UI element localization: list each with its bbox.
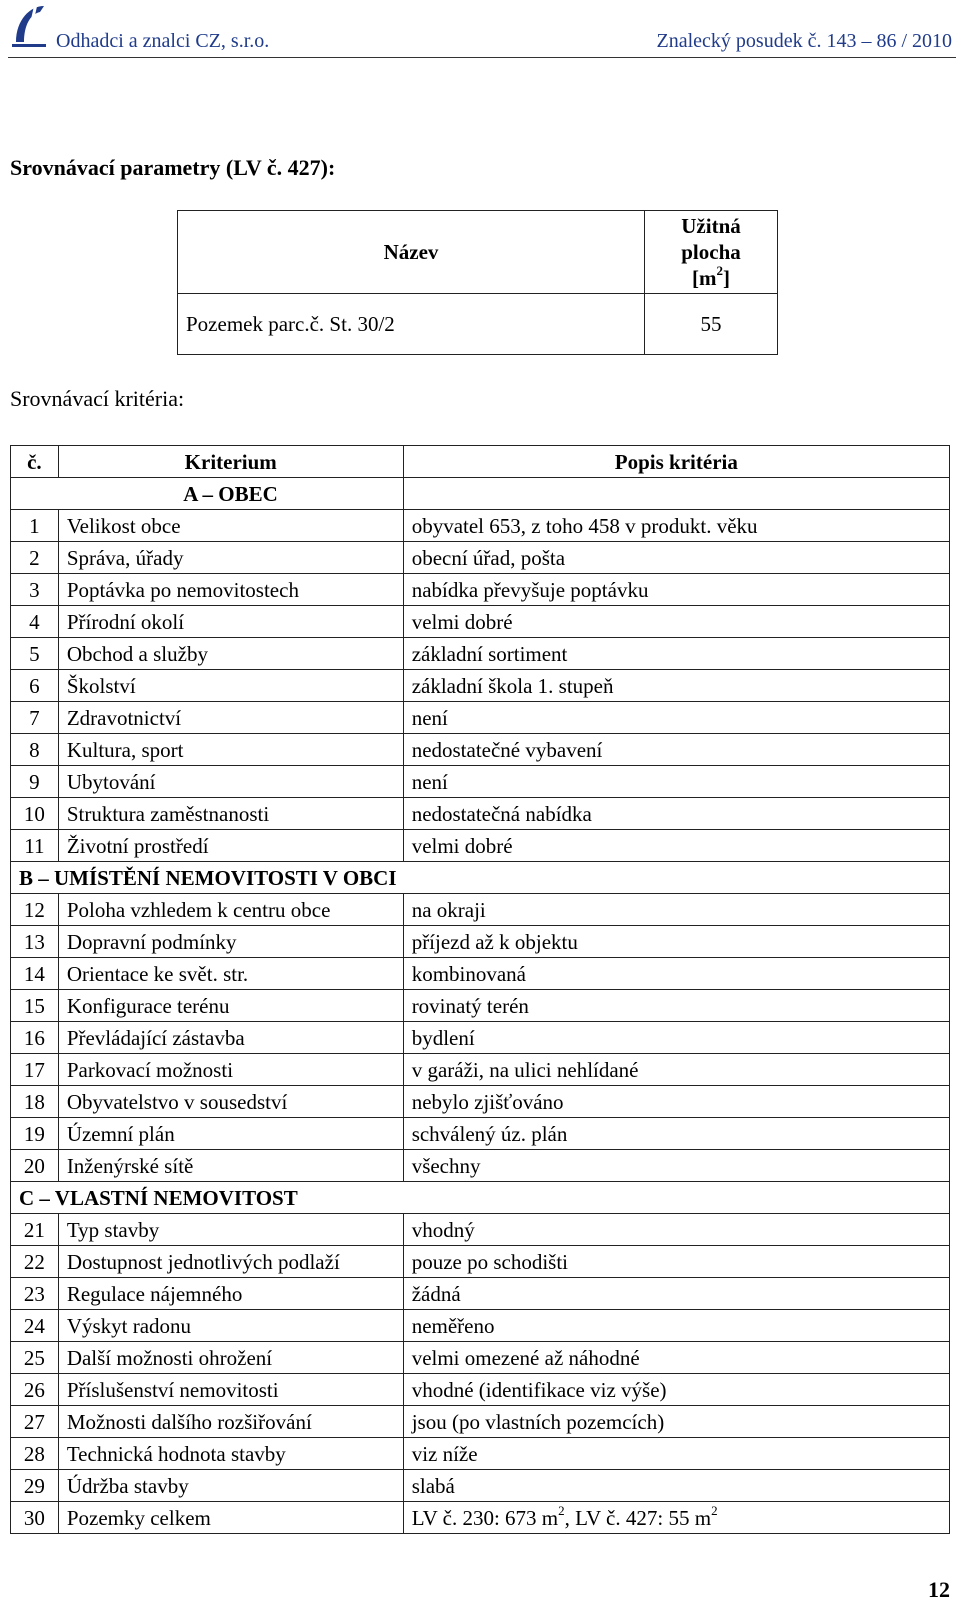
table-row bbox=[11, 1438, 950, 1470]
table-row bbox=[11, 638, 950, 670]
row-criterion: Kultura, sport bbox=[58, 734, 403, 766]
row-description bbox=[403, 1502, 949, 1534]
desc-exponent2: 2 bbox=[711, 1502, 718, 1518]
row-description: jsou (po vlastních pozemcích) bbox=[403, 1406, 949, 1438]
row-criterion: Přírodní okolí bbox=[58, 606, 403, 638]
table-row bbox=[11, 734, 950, 766]
row-description: příjezd až k objektu bbox=[403, 926, 949, 958]
row-number: 28 bbox=[11, 1438, 59, 1470]
row-criterion: Struktura zaměstnanosti bbox=[58, 798, 403, 830]
row-description: všechny bbox=[403, 1150, 949, 1182]
parameters-table bbox=[177, 210, 778, 355]
table-row bbox=[11, 1502, 950, 1534]
row-description: nebylo zjišťováno bbox=[403, 1086, 949, 1118]
area-unit-exponent: 2 bbox=[716, 263, 723, 278]
row-number: 20 bbox=[11, 1150, 59, 1182]
row-number: 25 bbox=[11, 1342, 59, 1374]
row-criterion: Životní prostředí bbox=[58, 830, 403, 862]
row-number: 18 bbox=[11, 1086, 59, 1118]
table-header-row bbox=[11, 446, 950, 478]
row-description: základní škola 1. stupeň bbox=[403, 670, 949, 702]
row-criterion: Další možnosti ohrožení bbox=[58, 1342, 403, 1374]
row-description: nabídka převyšuje poptávku bbox=[403, 574, 949, 606]
row-description: slabá bbox=[403, 1470, 949, 1502]
row-number: 11 bbox=[11, 830, 59, 862]
row-description: pouze po schodišti bbox=[403, 1246, 949, 1278]
row-number: 14 bbox=[11, 958, 59, 990]
report-number: Znalecký posudek č. 143 – 86 / 2010 bbox=[656, 30, 952, 52]
criteria-table-body bbox=[11, 446, 950, 1534]
row-criterion: Zdravotnictví bbox=[58, 702, 403, 734]
row-number: 6 bbox=[11, 670, 59, 702]
table-row bbox=[11, 542, 950, 574]
row-description: velmi dobré bbox=[403, 606, 949, 638]
row-number: 17 bbox=[11, 1054, 59, 1086]
group-heading: B – UMÍSTĚNÍ NEMOVITOSTI V OBCI bbox=[11, 862, 950, 894]
page-header bbox=[8, 0, 956, 58]
row-criterion: Konfigurace terénu bbox=[58, 990, 403, 1022]
group-row bbox=[11, 862, 950, 894]
row-description: rovinatý terén bbox=[403, 990, 949, 1022]
table-header-row bbox=[178, 211, 778, 294]
table-row bbox=[11, 1214, 950, 1246]
row-number: 12 bbox=[11, 894, 59, 926]
table-row bbox=[11, 670, 950, 702]
table-row bbox=[11, 894, 950, 926]
table-row bbox=[11, 1086, 950, 1118]
row-number: 13 bbox=[11, 926, 59, 958]
table-row bbox=[11, 1246, 950, 1278]
column-header-area bbox=[645, 211, 778, 294]
group-heading: C – VLASTNÍ NEMOVITOST bbox=[11, 1182, 950, 1214]
row-criterion: Školství bbox=[58, 670, 403, 702]
row-description: obecní úřad, pošta bbox=[403, 542, 949, 574]
table-row bbox=[11, 702, 950, 734]
row-number: 7 bbox=[11, 702, 59, 734]
row-description: základní sortiment bbox=[403, 638, 949, 670]
parcel-area: 55 bbox=[645, 294, 778, 355]
row-number: 16 bbox=[11, 1022, 59, 1054]
criteria-table bbox=[10, 445, 950, 1534]
row-criterion: Příslušenství nemovitosti bbox=[58, 1374, 403, 1406]
group-spacer bbox=[11, 478, 59, 510]
row-description: velmi dobré bbox=[403, 830, 949, 862]
parcel-name: Pozemek parc.č. St. 30/2 bbox=[178, 294, 645, 355]
row-description: neměřeno bbox=[403, 1310, 949, 1342]
row-number: 4 bbox=[11, 606, 59, 638]
column-header-number: č. bbox=[11, 446, 59, 478]
row-criterion: Orientace ke svět. str. bbox=[58, 958, 403, 990]
row-number: 15 bbox=[11, 990, 59, 1022]
column-header-criterion: Kriterium bbox=[58, 446, 403, 478]
row-criterion: Poloha vzhledem k centru obce bbox=[58, 894, 403, 926]
column-header-name: Název bbox=[178, 211, 645, 294]
row-number: 9 bbox=[11, 766, 59, 798]
table-row bbox=[11, 798, 950, 830]
table-row bbox=[11, 1150, 950, 1182]
area-header-line2: plocha bbox=[681, 240, 741, 264]
row-description: velmi omezené až náhodné bbox=[403, 1342, 949, 1374]
table-row bbox=[11, 1342, 950, 1374]
row-criterion: Parkovací možnosti bbox=[58, 1054, 403, 1086]
row-description: bydlení bbox=[403, 1022, 949, 1054]
table-row bbox=[11, 1374, 950, 1406]
area-header-line1: Užitná bbox=[681, 214, 741, 238]
row-criterion: Převládající zástavba bbox=[58, 1022, 403, 1054]
row-description: vhodný bbox=[403, 1214, 949, 1246]
row-criterion: Typ stavby bbox=[58, 1214, 403, 1246]
table-row bbox=[11, 766, 950, 798]
row-number: 30 bbox=[11, 1502, 59, 1534]
row-number: 2 bbox=[11, 542, 59, 574]
table-row bbox=[11, 830, 950, 862]
desc-part2: , LV č. 427: 55 m bbox=[564, 1505, 712, 1530]
row-criterion: Inženýrské sítě bbox=[58, 1150, 403, 1182]
company-name: Odhadci a znalci CZ, s.r.o. bbox=[56, 30, 270, 52]
row-criterion: Dostupnost jednotlivých podlaží bbox=[58, 1246, 403, 1278]
row-number: 10 bbox=[11, 798, 59, 830]
row-description: nedostatečná nabídka bbox=[403, 798, 949, 830]
row-number: 21 bbox=[11, 1214, 59, 1246]
area-unit-open: [m bbox=[692, 266, 717, 290]
table-row bbox=[11, 1310, 950, 1342]
row-number: 27 bbox=[11, 1406, 59, 1438]
desc-part1: LV č. 230: 673 m bbox=[411, 1505, 559, 1530]
row-criterion: Poptávka po nemovitostech bbox=[58, 574, 403, 606]
table-row bbox=[11, 958, 950, 990]
desc-exponent1: 2 bbox=[558, 1502, 565, 1518]
row-description: nedostatečné vybavení bbox=[403, 734, 949, 766]
row-description: není bbox=[403, 766, 949, 798]
group-empty-cell bbox=[403, 478, 949, 510]
parameters-title: Srovnávací parametry (LV č. 427): bbox=[10, 155, 336, 180]
table-row bbox=[11, 606, 950, 638]
row-criterion: Obchod a služby bbox=[58, 638, 403, 670]
row-criterion: Dopravní podmínky bbox=[58, 926, 403, 958]
row-criterion: Ubytování bbox=[58, 766, 403, 798]
table-row bbox=[11, 510, 950, 542]
column-header-description: Popis kritéria bbox=[403, 446, 949, 478]
row-number: 5 bbox=[11, 638, 59, 670]
row-description: v garáži, na ulici nehlídané bbox=[403, 1054, 949, 1086]
table-row bbox=[11, 926, 950, 958]
row-number: 24 bbox=[11, 1310, 59, 1342]
row-description: vhodné (identifikace viz výše) bbox=[403, 1374, 949, 1406]
row-criterion: Pozemky celkem bbox=[58, 1502, 403, 1534]
row-criterion: Územní plán bbox=[58, 1118, 403, 1150]
row-criterion: Výskyt radonu bbox=[58, 1310, 403, 1342]
row-criterion: Velikost obce bbox=[58, 510, 403, 542]
page-number: 12 bbox=[928, 1577, 950, 1602]
table-row bbox=[11, 574, 950, 606]
row-description: obyvatel 653, z toho 458 v produkt. věku bbox=[403, 510, 949, 542]
area-unit-close: ] bbox=[723, 266, 730, 290]
row-criterion: Údržba stavby bbox=[58, 1470, 403, 1502]
row-number: 26 bbox=[11, 1374, 59, 1406]
table-row bbox=[11, 1022, 950, 1054]
row-description: na okraji bbox=[403, 894, 949, 926]
row-description: schválený úz. plán bbox=[403, 1118, 949, 1150]
table-row bbox=[11, 1406, 950, 1438]
table-row bbox=[11, 990, 950, 1022]
group-row bbox=[11, 478, 950, 510]
row-number: 29 bbox=[11, 1470, 59, 1502]
row-description: není bbox=[403, 702, 949, 734]
group-row bbox=[11, 1182, 950, 1214]
row-criterion: Technická hodnota stavby bbox=[58, 1438, 403, 1470]
row-number: 3 bbox=[11, 574, 59, 606]
row-number: 19 bbox=[11, 1118, 59, 1150]
table-row bbox=[11, 1118, 950, 1150]
criteria-title: Srovnávací kritéria: bbox=[10, 386, 185, 411]
row-criterion: Regulace nájemného bbox=[58, 1278, 403, 1310]
row-number: 8 bbox=[11, 734, 59, 766]
row-description: žádná bbox=[403, 1278, 949, 1310]
row-description: viz níže bbox=[403, 1438, 949, 1470]
company-logo-icon bbox=[10, 2, 50, 50]
row-criterion: Možnosti dalšího rozšiřování bbox=[58, 1406, 403, 1438]
group-heading: A – OBEC bbox=[58, 478, 403, 510]
row-criterion: Obyvatelstvo v sousedství bbox=[58, 1086, 403, 1118]
row-number: 1 bbox=[11, 510, 59, 542]
table-row bbox=[11, 1278, 950, 1310]
row-number: 22 bbox=[11, 1246, 59, 1278]
table-row bbox=[11, 1470, 950, 1502]
table-row bbox=[11, 1054, 950, 1086]
row-criterion: Správa, úřady bbox=[58, 542, 403, 574]
table-row bbox=[178, 294, 778, 355]
row-description: kombinovaná bbox=[403, 958, 949, 990]
row-number: 23 bbox=[11, 1278, 59, 1310]
